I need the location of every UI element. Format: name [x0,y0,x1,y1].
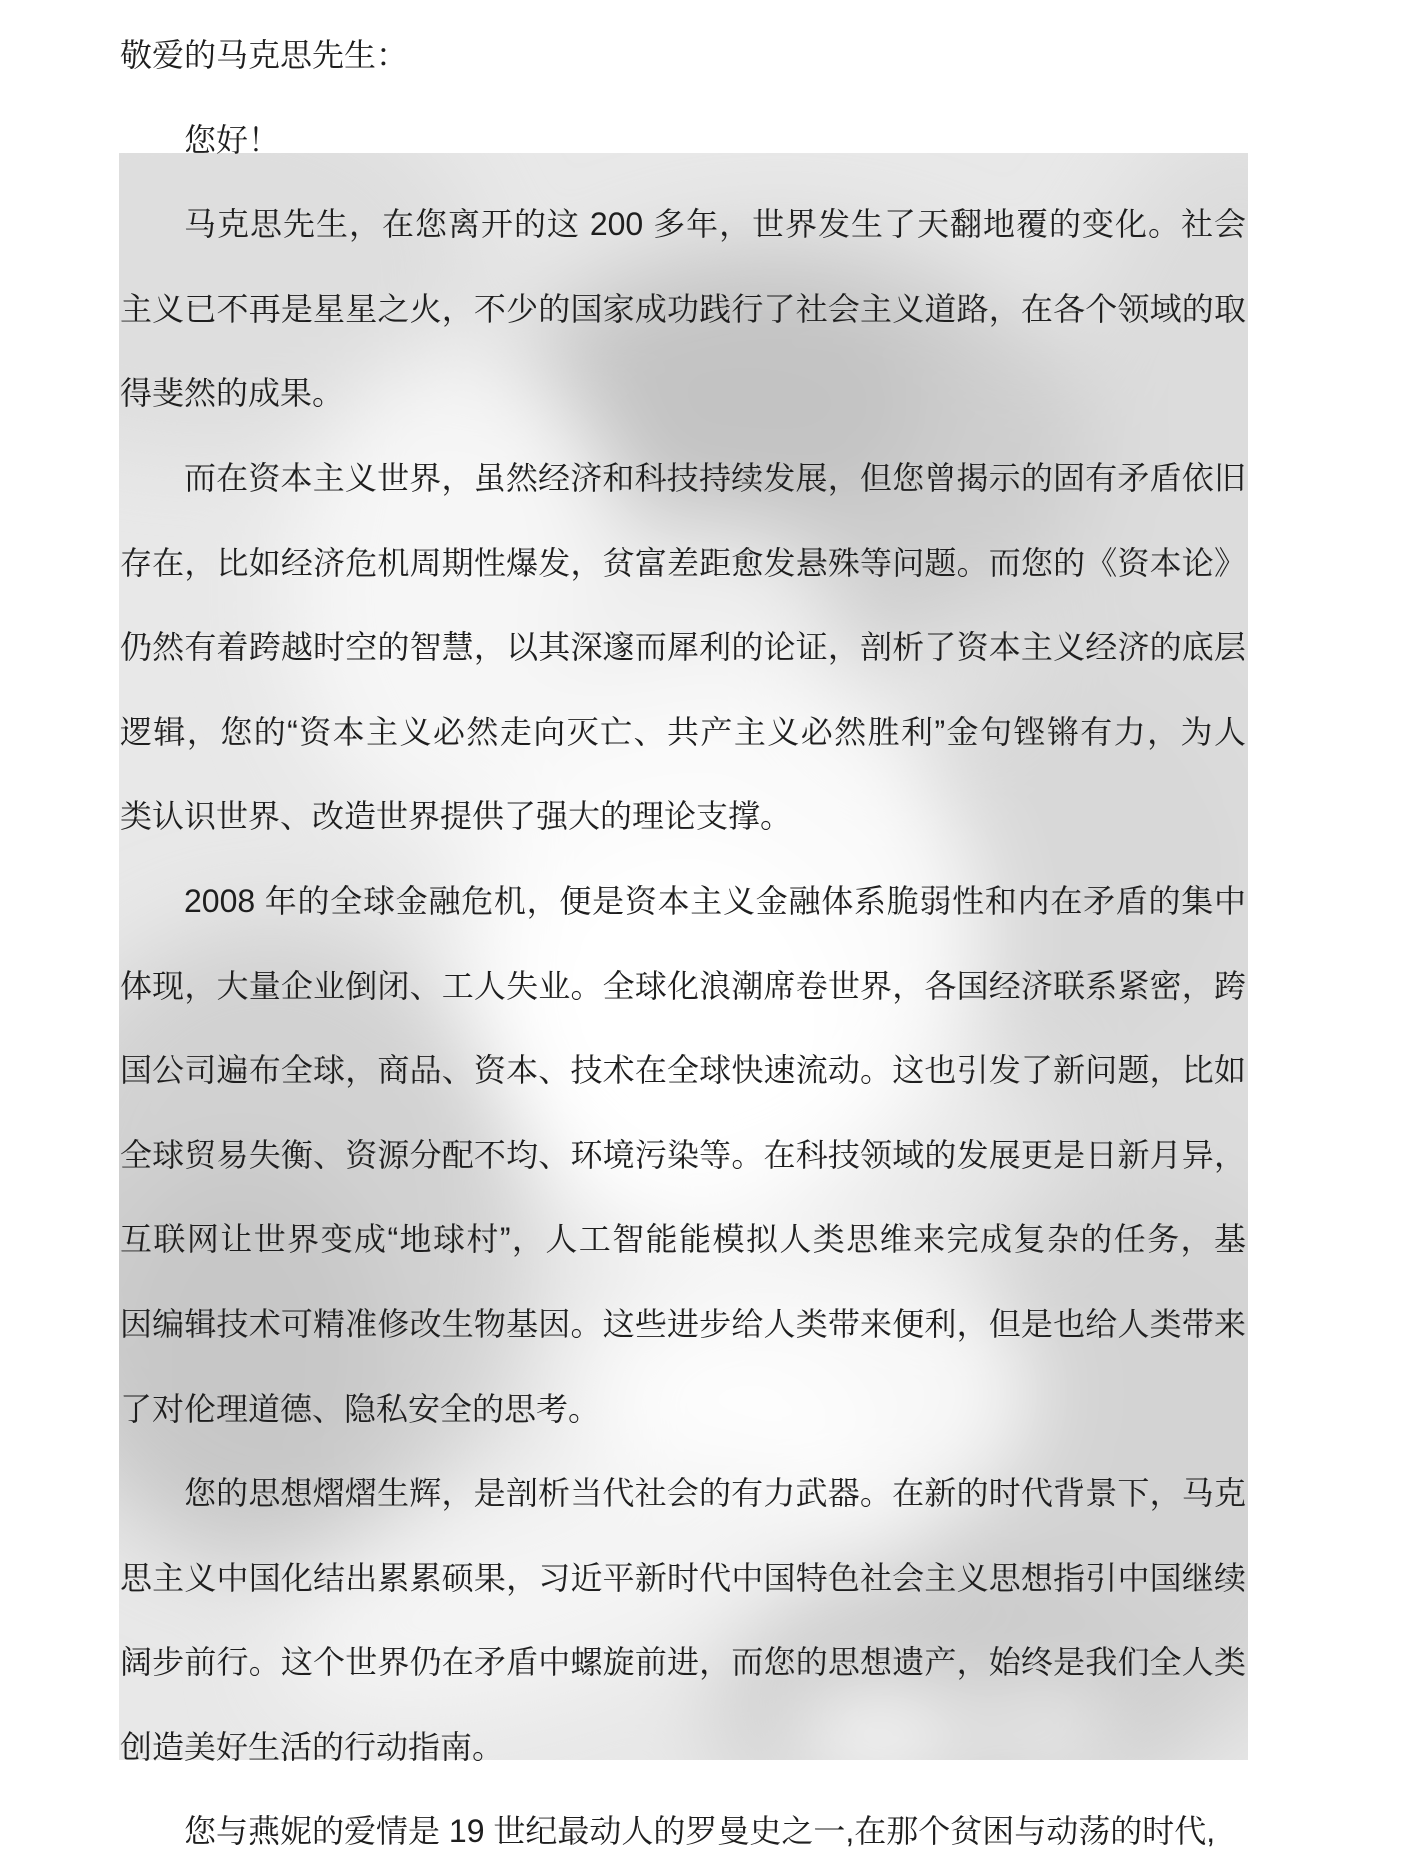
letter-line: 类认识世界、改造世界提供了强大的理论支撑。 [120,798,793,835]
letter-line: 全球贸易失衡、资源分配不均、环境污染等。在科技领域的发展更是日新月异， [120,1136,1246,1173]
letter-body [120,182,1246,1874]
letter-line: 体现，大量企业倒闭、工人失业。全球化浪潮席卷世界，各国经济联系紧密，跨 [120,967,1246,1004]
letter-line: 您与燕妮的爱情是 19 世纪最动人的罗曼史之一,在那个贫困与动荡的时代, [184,1813,1216,1850]
letter-line: 国公司遍布全球，商品、资本、技术在全球快速流动。这也引发了新问题，比如 [120,1052,1246,1089]
letter-line: 阔步前行。这个世界仍在矛盾中螺旋前进，而您的思想遗产，始终是我们全人类 [120,1644,1246,1681]
letter-line: 创造美好生活的行动指南。 [120,1728,505,1765]
letter-line: 仍然有着跨越时空的智慧，以其深邃而犀利的论证，剖析了资本主义经济的底层 [120,629,1246,666]
letter-line: 互联网让世界变成“地球村”，人工智能能模拟人类思维来完成复杂的任务，基 [120,1221,1246,1258]
letter [120,13,1246,1874]
letter-line: 主义已不再是星星之火，不少的国家成功践行了社会主义道路，在各个领域的取 [120,290,1246,327]
letter-line: 2008 年的全球金融危机，便是资本主义金融体系脆弱性和内在矛盾的集中 [184,882,1246,919]
greeting: 您好！ [184,121,281,158]
letter-line: 思主义中国化结出累累硕果，习近平新时代中国特色社会主义思想指引中国继续 [120,1559,1246,1596]
letter-line: 马克思先生，在您离开的这 200 多年，世界发生了天翻地覆的变化。社会 [184,206,1246,243]
letter-line: 了对伦理道德、隐私安全的思考。 [120,1390,601,1427]
salutation: 敬爱的马克思先生： [120,37,409,73]
letter-line: 而在资本主义世界，虽然经济和科技持续发展，但您曾揭示的固有矛盾依旧 [184,459,1246,496]
letter-line: 您的思想熠熠生辉，是剖析当代社会的有力武器。在新的时代背景下，马克 [184,1475,1246,1512]
letter-line: 因编辑技术可精准修改生物基因。这些进步给人类带来便利，但是也给人类带来 [120,1305,1246,1342]
letter-line: 得斐然的成果。 [120,375,345,412]
letter-line: 存在，比如经济危机周期性爆发，贫富差距愈发悬殊等问题。而您的《资本论》 [120,544,1246,581]
letter-line: 逻辑，您的“资本主义必然走向灭亡、共产主义必然胜利”金句铿锵有力，为人 [120,713,1246,750]
